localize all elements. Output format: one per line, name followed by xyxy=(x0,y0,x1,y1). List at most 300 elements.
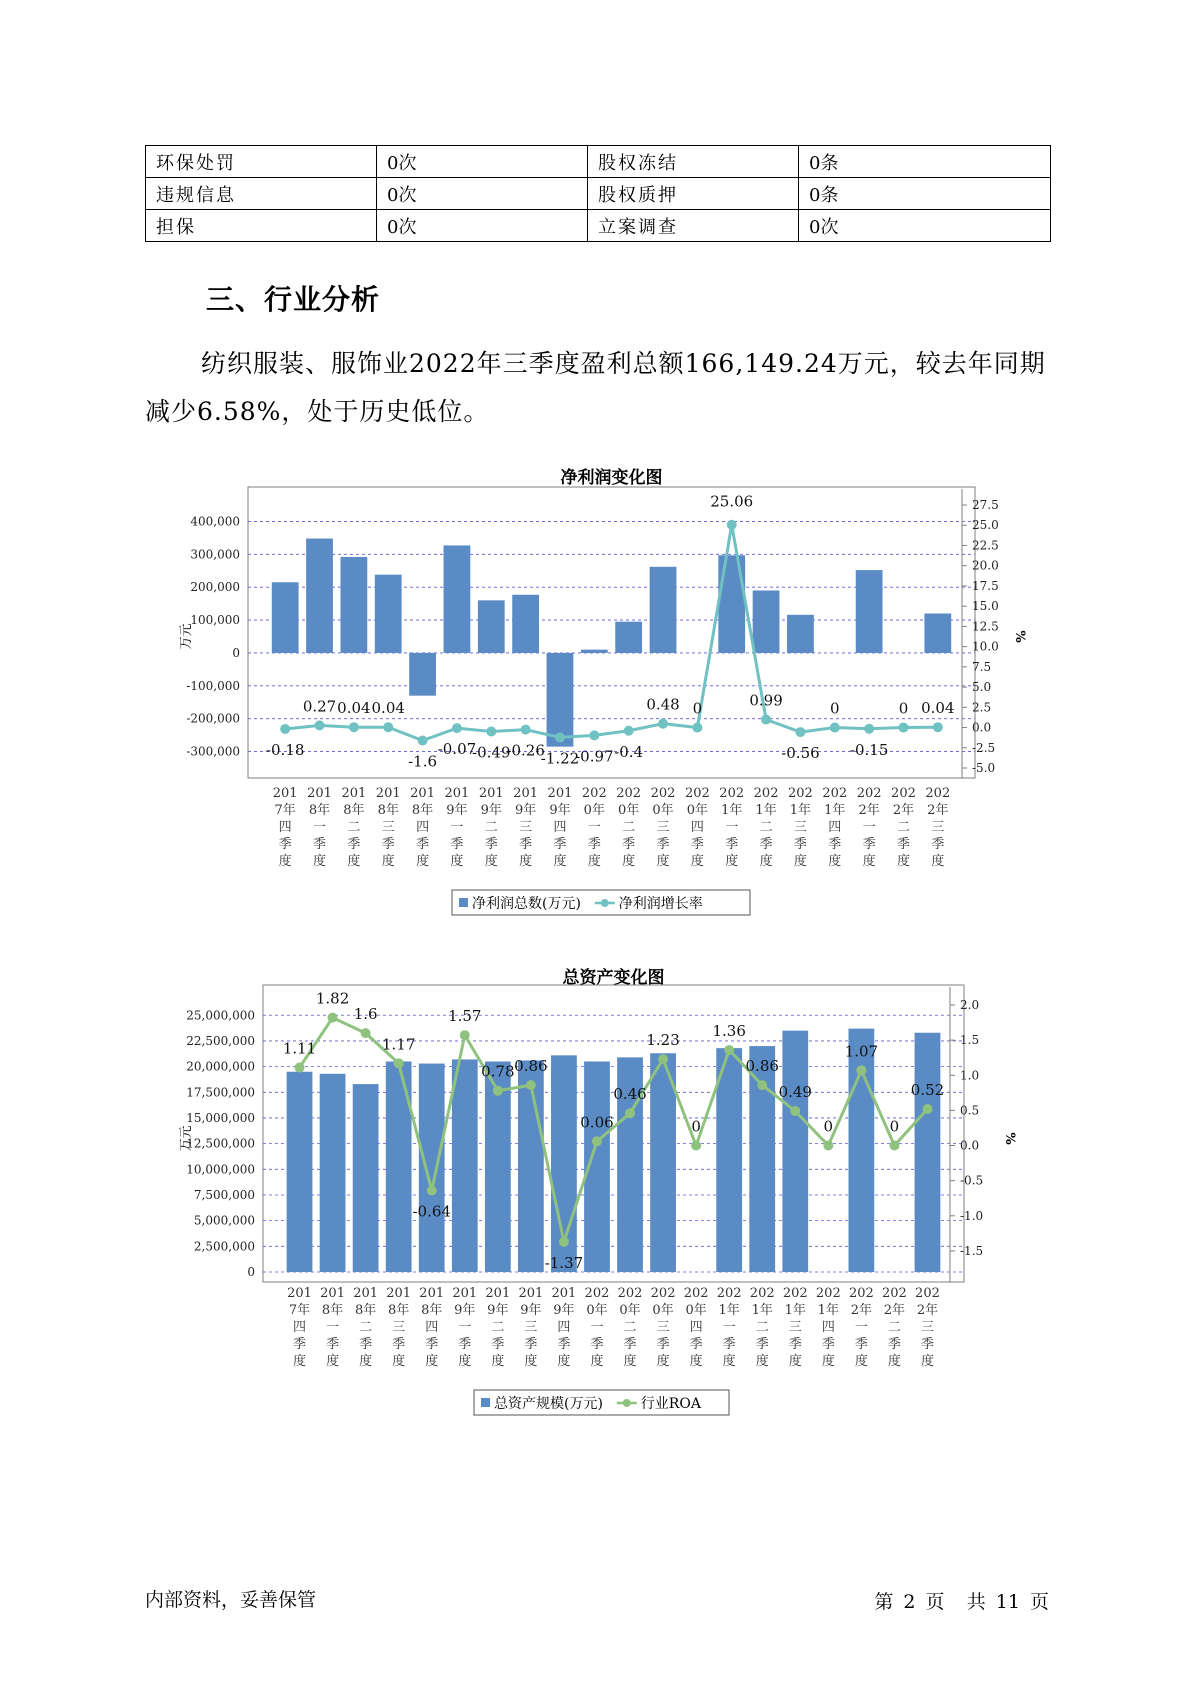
x-tick-label: 季 xyxy=(278,837,292,852)
table-cell: 股权冻结 xyxy=(588,146,799,178)
x-tick-label: 202 xyxy=(749,1286,775,1301)
x-tick-label: 201 xyxy=(341,786,367,801)
line-point-7 xyxy=(521,725,531,735)
x-tick-label: 二 xyxy=(887,1320,901,1335)
y2-tick-label: -0.5 xyxy=(960,1173,984,1188)
x-tick-label: 201 xyxy=(485,1286,511,1301)
point-label-5: -0.07 xyxy=(437,740,477,759)
x-tick-label: 9年 xyxy=(553,1303,575,1318)
x-tick-label: 季 xyxy=(896,837,910,852)
x-tick-label: 四 xyxy=(425,1320,439,1335)
point-label-7: 0.86 xyxy=(514,1057,548,1076)
line-point-12 xyxy=(692,723,702,733)
y-tick-label: 10,000,000 xyxy=(186,1162,255,1177)
x-tick-label: 四 xyxy=(689,1320,703,1335)
x-tick-label: 201 xyxy=(444,786,470,801)
x-tick-label: 二 xyxy=(484,820,498,835)
x-tick-label: 四 xyxy=(828,820,842,835)
x-tick-label: 四 xyxy=(557,1320,571,1335)
table-row xyxy=(146,178,1051,210)
line-point-2 xyxy=(349,722,359,732)
x-tick-label: 季 xyxy=(828,837,842,852)
x-tick-label: 1年 xyxy=(718,1303,740,1318)
bar-7 xyxy=(512,595,539,653)
x-tick-label: 季 xyxy=(359,1337,373,1352)
x-tick-label: 0年 xyxy=(619,1303,641,1318)
x-tick-label: 三 xyxy=(392,1320,406,1335)
x-tick-label: 8年 xyxy=(388,1303,410,1318)
x-tick-label: 0年 xyxy=(685,1303,707,1318)
x-tick-label: 201 xyxy=(410,786,435,801)
x-tick-label: 0年 xyxy=(586,1303,608,1318)
x-tick-label: 季 xyxy=(557,1337,571,1352)
x-tick-label: 度 xyxy=(313,854,327,869)
line-point-15 xyxy=(795,727,805,737)
x-tick-label: 度 xyxy=(278,854,292,869)
analysis-paragraph: 纺织服装、服饰业2022年三季度盈利总额166,149.24万元，较去年同期减少6.58%，处于历史低位。 xyxy=(145,349,1046,426)
table-cell: 0次 xyxy=(799,210,1051,242)
x-tick-label: 201 xyxy=(307,786,332,801)
x-tick-label: 季 xyxy=(690,837,704,852)
x-tick-label: 一 xyxy=(722,1320,736,1335)
y-tick-label: 7,500,000 xyxy=(193,1187,255,1202)
x-tick-label: 季 xyxy=(484,837,498,852)
bar-1 xyxy=(306,539,333,653)
bar-17 xyxy=(848,1029,874,1272)
line-point-13 xyxy=(727,520,737,530)
x-tick-label: 季 xyxy=(416,837,430,852)
y2-tick-label: 20.0 xyxy=(972,558,999,573)
x-tick-label: 度 xyxy=(458,1354,472,1369)
x-tick-label: 二 xyxy=(623,1320,637,1335)
x-tick-label: 202 xyxy=(882,1286,907,1301)
x-tick-label: 季 xyxy=(656,1337,670,1352)
line-point-19 xyxy=(922,1104,932,1114)
table-cell: 0次 xyxy=(377,146,588,178)
x-tick-label: 季 xyxy=(722,1337,736,1352)
x-tick-label: 季 xyxy=(656,837,670,852)
bar-13 xyxy=(716,1048,742,1272)
x-tick-label: 度 xyxy=(759,854,773,869)
point-label-17: 1.07 xyxy=(844,1042,879,1061)
table-cell: 违规信息 xyxy=(146,178,377,210)
x-tick-label: 度 xyxy=(491,1354,505,1369)
x-tick-label: 2年 xyxy=(883,1303,906,1318)
x-tick-label: 三 xyxy=(381,820,395,835)
point-label-18: 0 xyxy=(898,699,909,718)
x-tick-label: 2年 xyxy=(858,803,880,818)
x-tick-label: 季 xyxy=(725,837,739,852)
bar-19 xyxy=(924,613,951,652)
x-tick-label: 二 xyxy=(491,1320,505,1335)
line-point-17 xyxy=(856,1065,866,1075)
x-tick-label: 1年 xyxy=(784,1303,806,1318)
y-tick-label: 0 xyxy=(232,645,240,660)
point-label-14: 0.99 xyxy=(749,691,783,710)
bar-15 xyxy=(787,615,814,653)
x-tick-label: 一 xyxy=(854,1320,868,1335)
y2-tick-label: 1.5 xyxy=(960,1033,980,1048)
x-tick-label: 度 xyxy=(450,854,464,869)
y2-tick-label: 1.0 xyxy=(960,1068,980,1083)
line-point-1 xyxy=(328,1013,338,1023)
y-tick-label: 25,000,000 xyxy=(186,1008,255,1023)
x-tick-label: 四 xyxy=(553,820,567,835)
chart-title: 净利润变化图 xyxy=(560,468,663,488)
bar-17 xyxy=(856,570,883,653)
x-tick-label: 度 xyxy=(896,854,910,869)
x-tick-label: 0年 xyxy=(583,803,605,818)
x-tick-label: 季 xyxy=(347,837,361,852)
x-tick-label: 202 xyxy=(716,1286,742,1301)
footer-confidential: 内部资料，妥善保管 xyxy=(145,1589,317,1611)
x-tick-label: 2年 xyxy=(892,803,915,818)
x-tick-label: 8年 xyxy=(421,1303,443,1318)
bar-4 xyxy=(419,1064,445,1272)
x-tick-label: 一 xyxy=(450,820,464,835)
x-tick-label: 201 xyxy=(452,1286,478,1301)
line-point-5 xyxy=(460,1030,470,1040)
x-tick-label: 度 xyxy=(920,1354,934,1369)
x-tick-label: 202 xyxy=(856,786,882,801)
x-tick-label: 度 xyxy=(293,1354,307,1369)
x-tick-label: 201 xyxy=(375,786,401,801)
page-number: 2 xyxy=(903,1591,916,1613)
x-tick-label: 度 xyxy=(557,1354,571,1369)
x-tick-label: 2年 xyxy=(916,1303,939,1318)
y-tick-label: -100,000 xyxy=(186,678,240,693)
x-tick-label: 201 xyxy=(272,786,298,801)
bar-19 xyxy=(915,1033,941,1272)
x-tick-label: 季 xyxy=(590,1337,604,1352)
x-tick-label: 度 xyxy=(392,1354,406,1369)
line-point-14 xyxy=(757,1080,767,1090)
y-tick-label: 0 xyxy=(247,1265,255,1279)
bar-10 xyxy=(615,622,642,653)
x-tick-label: 季 xyxy=(491,1337,505,1352)
y-tick-label: 17,500,000 xyxy=(186,1085,255,1100)
point-label-10: -0.4 xyxy=(614,742,644,761)
x-tick-label: 8年 xyxy=(411,803,434,818)
line-point-4 xyxy=(418,735,428,745)
x-tick-label: 一 xyxy=(313,820,327,835)
bar-15 xyxy=(782,1031,808,1272)
legend-line-label: 净利润增长率 xyxy=(618,896,703,912)
line-point-19 xyxy=(933,722,943,732)
table-cell: 0条 xyxy=(799,146,1051,178)
x-tick-label: 季 xyxy=(854,1337,868,1352)
x-tick-label: 三 xyxy=(519,820,533,835)
legend-line-label: 行业ROA xyxy=(640,1396,701,1412)
line-point-13 xyxy=(724,1045,734,1055)
point-label-13: 25.06 xyxy=(710,492,754,511)
line-point-0 xyxy=(280,724,290,734)
point-label-13: 1.36 xyxy=(712,1021,746,1040)
y2-tick-label: 0.0 xyxy=(972,720,992,735)
point-label-16: 0 xyxy=(830,699,840,718)
x-tick-label: 度 xyxy=(725,854,739,869)
x-tick-label: 二 xyxy=(622,820,636,835)
x-tick-label: 202 xyxy=(581,786,607,801)
line-point-18 xyxy=(889,1141,899,1151)
point-label-9: -0.97 xyxy=(575,747,614,766)
x-tick-label: 季 xyxy=(887,1337,901,1352)
line-point-1 xyxy=(315,720,325,730)
x-tick-label: 度 xyxy=(524,1354,538,1369)
x-tick-label: 202 xyxy=(683,1286,709,1301)
line-point-18 xyxy=(898,723,908,733)
line-point-7 xyxy=(526,1080,536,1090)
x-tick-label: 度 xyxy=(862,854,876,869)
point-label-2: 0.04 xyxy=(337,699,371,718)
x-tick-label: 度 xyxy=(484,854,498,869)
x-tick-label: 202 xyxy=(684,786,710,801)
x-tick-label: 度 xyxy=(622,854,636,869)
x-tick-label: 二 xyxy=(359,1320,373,1335)
x-tick-label: 201 xyxy=(513,786,539,801)
x-tick-label: 三 xyxy=(656,1320,670,1335)
y-axis-label: 万元 xyxy=(179,623,194,650)
x-tick-label: 度 xyxy=(425,1354,439,1369)
x-tick-label: 季 xyxy=(920,1337,934,1352)
point-label-8: -1.22 xyxy=(540,749,580,768)
x-tick-label: 季 xyxy=(587,837,601,852)
bar-0 xyxy=(287,1072,313,1272)
y-tick-label: 15,000,000 xyxy=(186,1110,255,1125)
line-point-16 xyxy=(830,723,840,733)
y2-tick-label: 10.0 xyxy=(972,639,999,654)
x-tick-label: 度 xyxy=(793,854,807,869)
y2-tick-label: -5.0 xyxy=(972,761,996,775)
y2-tick-label: 0.5 xyxy=(960,1103,980,1118)
total-unit: 页 xyxy=(1029,1591,1049,1613)
y-tick-label: -300,000 xyxy=(186,744,240,759)
x-tick-label: 度 xyxy=(854,1354,868,1369)
x-tick-label: 三 xyxy=(656,820,670,835)
table-cell: 0条 xyxy=(799,178,1051,210)
x-tick-label: 季 xyxy=(450,837,464,852)
y-tick-label: 100,000 xyxy=(190,613,240,628)
x-tick-label: 度 xyxy=(828,854,842,869)
point-label-11: 1.23 xyxy=(646,1031,680,1050)
point-label-17: -0.15 xyxy=(849,740,889,759)
y2-tick-label: 25.0 xyxy=(972,518,999,533)
x-tick-label: 度 xyxy=(326,1354,340,1369)
x-tick-label: 7年 xyxy=(288,1303,311,1318)
table-cell: 环保处罚 xyxy=(146,146,377,178)
x-tick-label: 季 xyxy=(862,837,876,852)
x-tick-label: 0年 xyxy=(652,1303,674,1318)
x-tick-label: 9年 xyxy=(487,1303,509,1318)
y-tick-label: 5,000,000 xyxy=(193,1213,255,1228)
legend-bar-swatch xyxy=(481,1398,490,1407)
bar-14 xyxy=(753,590,780,652)
x-tick-label: 度 xyxy=(519,854,533,869)
x-tick-label: 8年 xyxy=(377,803,399,818)
point-label-3: 0.04 xyxy=(371,699,405,718)
x-tick-label: 度 xyxy=(887,1354,901,1369)
x-tick-label: 201 xyxy=(287,1286,312,1301)
bar-6 xyxy=(478,600,505,653)
x-tick-label: 202 xyxy=(719,786,745,801)
x-tick-label: 2年 xyxy=(927,803,949,818)
x-tick-label: 201 xyxy=(547,786,573,801)
x-tick-label: 9年 xyxy=(446,803,468,818)
y2-tick-label: 17.5 xyxy=(972,578,999,593)
table-cell: 股权质押 xyxy=(588,178,799,210)
x-tick-label: 201 xyxy=(551,1286,577,1301)
point-label-4: -0.64 xyxy=(412,1202,451,1221)
net-profit-chart xyxy=(0,455,1191,915)
x-tick-label: 度 xyxy=(553,854,567,869)
table-cell: 0次 xyxy=(377,210,588,242)
line-point-6 xyxy=(486,727,496,737)
x-tick-label: 201 xyxy=(353,1286,379,1301)
y2-tick-label: 2.0 xyxy=(960,998,980,1012)
x-tick-label: 季 xyxy=(326,1337,340,1352)
point-label-14: 0.86 xyxy=(745,1057,779,1076)
y2-tick-label: -1.5 xyxy=(960,1243,984,1258)
x-tick-label: 四 xyxy=(821,1320,835,1335)
y2-tick-label: 5.0 xyxy=(972,680,992,695)
section-title: 三、行业分析 xyxy=(206,283,381,316)
point-label-7: -0.26 xyxy=(506,741,545,760)
x-tick-label: 202 xyxy=(788,786,813,801)
y-tick-label: 200,000 xyxy=(190,580,240,595)
table-cell: 立案调查 xyxy=(588,210,799,242)
point-label-11: 0.48 xyxy=(646,695,680,714)
line-point-6 xyxy=(493,1086,503,1096)
x-tick-label: 季 xyxy=(392,1337,406,1352)
x-tick-label: 1年 xyxy=(755,803,777,818)
x-tick-label: 季 xyxy=(524,1337,538,1352)
line-point-17 xyxy=(864,724,874,734)
x-tick-label: 四 xyxy=(416,820,430,835)
x-tick-label: 202 xyxy=(753,786,779,801)
point-label-15: -0.56 xyxy=(781,744,820,763)
legend-bar-swatch xyxy=(459,898,468,907)
x-tick-label: 三 xyxy=(793,820,807,835)
x-tick-label: 四 xyxy=(278,820,292,835)
point-label-9: 0.06 xyxy=(580,1113,614,1132)
x-tick-label: 季 xyxy=(313,837,327,852)
point-label-1: 0.27 xyxy=(302,697,337,716)
x-tick-label: 二 xyxy=(347,820,361,835)
x-tick-label: 201 xyxy=(320,1286,345,1301)
point-label-0: 1.11 xyxy=(282,1039,317,1058)
x-tick-label: 季 xyxy=(553,837,567,852)
bar-3 xyxy=(375,575,402,653)
y2-axis-label: % xyxy=(1002,1132,1017,1145)
legend-bar-label: 总资产规模(万元) xyxy=(494,1396,603,1412)
y2-tick-label: 12.5 xyxy=(972,619,999,634)
y2-tick-label: 15.0 xyxy=(972,599,999,614)
x-tick-label: 度 xyxy=(590,1354,604,1369)
x-tick-label: 季 xyxy=(759,837,773,852)
x-tick-label: 度 xyxy=(821,1354,835,1369)
x-tick-label: 度 xyxy=(690,854,704,869)
x-tick-label: 9年 xyxy=(480,803,502,818)
x-tick-label: 202 xyxy=(822,786,848,801)
x-tick-label: 季 xyxy=(788,1337,802,1352)
line-point-9 xyxy=(592,1136,602,1146)
x-tick-label: 202 xyxy=(617,1286,643,1301)
point-label-12: 0 xyxy=(692,699,703,718)
bar-2 xyxy=(353,1084,379,1272)
x-tick-label: 8年 xyxy=(354,1303,377,1318)
x-tick-label: 度 xyxy=(381,854,395,869)
x-tick-label: 202 xyxy=(915,1286,940,1301)
x-tick-label: 1年 xyxy=(751,1303,773,1318)
x-tick-label: 季 xyxy=(623,1337,637,1352)
y2-tick-label: 0.0 xyxy=(960,1138,980,1153)
line-point-10 xyxy=(624,726,634,736)
x-tick-label: 度 xyxy=(623,1354,637,1369)
point-label-6: -0.49 xyxy=(472,743,511,762)
x-tick-label: 7年 xyxy=(274,803,296,818)
x-tick-label: 9年 xyxy=(520,1303,542,1318)
x-tick-label: 8年 xyxy=(308,803,331,818)
point-label-16: 0 xyxy=(823,1117,834,1136)
y-tick-label: 400,000 xyxy=(190,514,240,529)
point-label-8: -1.37 xyxy=(544,1253,584,1272)
x-tick-label: 季 xyxy=(689,1337,703,1352)
point-label-6: 0.78 xyxy=(481,1062,515,1081)
x-tick-label: 度 xyxy=(722,1354,736,1369)
x-tick-label: 202 xyxy=(782,1286,808,1301)
legend-line-marker xyxy=(623,1399,631,1407)
y-axis-label: 万元 xyxy=(179,1125,194,1152)
total-assets-chart xyxy=(0,955,1191,1415)
point-label-0: -0.18 xyxy=(265,740,305,759)
x-tick-label: 1年 xyxy=(721,803,743,818)
x-tick-label: 9年 xyxy=(514,803,537,818)
x-tick-label: 9年 xyxy=(549,803,571,818)
y2-axis-label: % xyxy=(1012,630,1027,643)
y-tick-label: 2,500,000 xyxy=(193,1239,255,1254)
x-tick-label: 四 xyxy=(690,820,704,835)
x-tick-label: 度 xyxy=(755,1354,769,1369)
x-tick-label: 1年 xyxy=(817,1303,839,1318)
risk-info-table xyxy=(145,145,1051,242)
x-tick-label: 季 xyxy=(622,837,636,852)
x-tick-label: 一 xyxy=(725,820,739,835)
x-tick-label: 202 xyxy=(891,786,916,801)
line-point-2 xyxy=(361,1028,371,1038)
x-tick-label: 季 xyxy=(381,837,395,852)
x-tick-label: 季 xyxy=(458,1337,472,1352)
x-tick-label: 2年 xyxy=(850,1303,873,1318)
point-label-3: 1.17 xyxy=(381,1035,416,1054)
x-tick-label: 度 xyxy=(656,854,670,869)
table-row xyxy=(146,210,1051,242)
y2-tick-label: 7.5 xyxy=(972,659,992,674)
line-point-5 xyxy=(452,723,462,733)
x-tick-label: 一 xyxy=(458,1320,472,1335)
x-tick-label: 度 xyxy=(656,1354,670,1369)
y-tick-label: 22,500,000 xyxy=(186,1033,255,1048)
line-point-15 xyxy=(790,1106,800,1116)
page-prefix: 第 xyxy=(874,1591,894,1613)
table-row xyxy=(146,146,1051,178)
bar-14 xyxy=(749,1046,775,1272)
x-tick-label: 一 xyxy=(587,820,601,835)
y2-tick-label: -2.5 xyxy=(972,740,996,755)
point-label-19: 0.04 xyxy=(921,699,955,718)
line-point-3 xyxy=(394,1058,404,1068)
x-tick-label: 201 xyxy=(419,1286,445,1301)
point-label-12: 0 xyxy=(691,1117,701,1136)
